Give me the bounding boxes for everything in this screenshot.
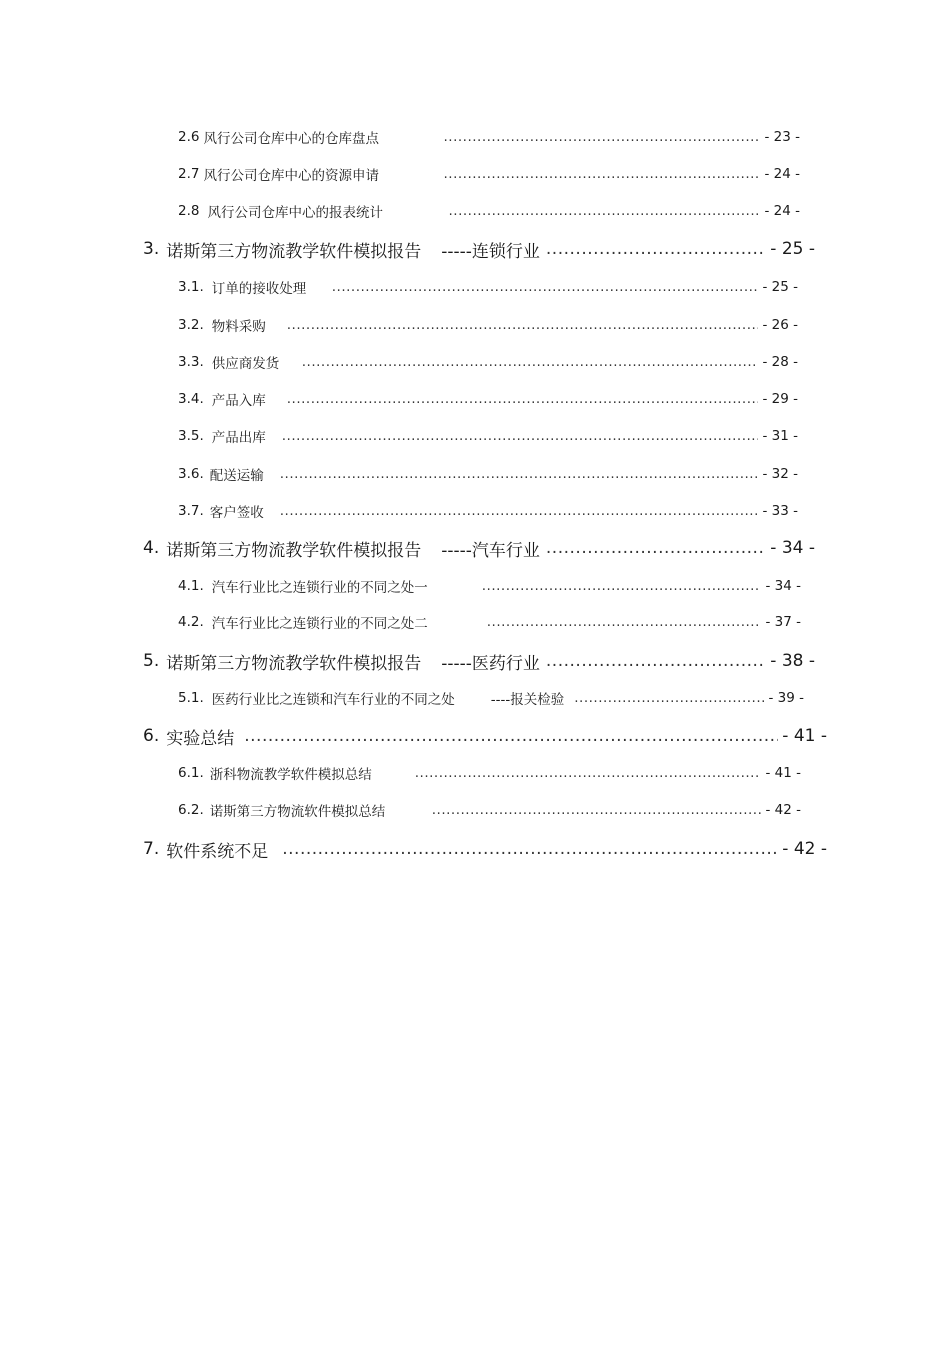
toc-entry-page: - 37 - [765,614,801,630]
toc-entry-page: - 23 - [764,129,800,145]
toc-chapter-number: 4. [143,538,160,558]
toc-chapter-suffix: -----连锁行业 [441,241,540,262]
toc-entry-title: 产品出库 [211,430,266,446]
toc-entry-page: - 39 - [768,690,804,706]
toc-entry-page: - 25 - [762,279,798,295]
toc-chapter[interactable] [143,724,827,748]
toc-dot-leader [546,651,766,671]
toc-entry-number: 2.7 [178,166,200,182]
toc-chapter-number: 6. [143,726,160,746]
toc-entry-suffix: ----报关检验 [490,692,565,708]
toc-entry-page: - 41 - [765,765,801,781]
toc-dot-leader [443,129,760,145]
toc-entry[interactable] [178,612,801,632]
toc-dot-leader [482,578,762,594]
toc-chapter-number: 3. [143,239,160,259]
toc-entry[interactable] [178,426,798,446]
toc-chapter[interactable] [143,237,815,261]
toc-entry[interactable] [178,576,801,596]
toc-dot-leader [443,166,760,182]
toc-entry-title: 医药行业比之连锁和汽车行业的不同之处 [211,692,455,708]
toc-entry-title: 配送运输 [209,468,264,484]
toc-entry-title: 订单的接收处理 [211,281,307,297]
toc-chapter-title: 诺斯第三方物流教学软件模拟报告 [166,241,422,262]
toc-chapter-title: 实验总结 [166,728,235,749]
toc-entry-title: 汽车行业比之连锁行业的不同之处二 [211,616,428,632]
toc-dot-leader [574,690,764,706]
toc-entry[interactable] [178,389,798,409]
toc-dot-leader [546,239,766,259]
toc-chapter-suffix: -----医药行业 [441,653,540,674]
toc-entry[interactable] [178,127,800,147]
toc-entry-page: - 29 - [762,391,798,407]
toc-entry[interactable] [178,464,798,484]
toc-entry-number: 3.4. [178,391,204,407]
toc-dot-leader [448,203,760,219]
toc-dot-leader [432,802,762,818]
toc-entry[interactable] [178,277,798,297]
toc-entry[interactable] [178,800,801,820]
toc-chapter-suffix: -----汽车行业 [441,540,540,561]
toc-entry-page: - 31 - [762,428,798,444]
toc-chapter-page: - 25 - [770,239,815,259]
toc-chapter-page: - 42 - [782,839,827,859]
toc-dot-leader [487,614,762,630]
toc-entry-number: 4.1. [178,578,204,594]
toc-entry-title: 客户签收 [209,505,264,521]
toc-entry-number: 3.1. [178,279,204,295]
toc-entry[interactable] [178,501,798,521]
toc-entry-title: 供应商发货 [211,356,280,372]
toc-chapter-title: 软件系统不足 [166,841,269,862]
toc-chapter[interactable] [143,536,815,560]
toc-entry-number: 3.3. [178,354,204,370]
toc-entry-title: 产品入库 [211,393,266,409]
toc-entry-title: 风行公司仓库中心的仓库盘点 [203,131,379,147]
toc-dot-leader [415,765,762,781]
toc-chapter-number: 5. [143,651,160,671]
toc-dot-leader [302,354,759,370]
toc-chapter[interactable] [143,649,815,673]
toc-chapter-page: - 41 - [782,726,827,746]
toc-entry-page: - 34 - [765,578,801,594]
toc-dot-leader [280,503,759,519]
toc-dot-leader [287,391,759,407]
toc-dot-leader [280,466,759,482]
toc-chapter-title: 诺斯第三方物流教学软件模拟报告 [166,653,422,674]
toc-entry-page: - 33 - [762,503,798,519]
toc-dot-leader [546,538,766,558]
toc-chapter[interactable] [143,837,827,861]
toc-entry-number: 2.8 [178,203,200,219]
toc-entry-number: 6.2. [178,802,204,818]
toc-entry-number: 3.6. [178,466,204,482]
toc-entry-number: 4.2. [178,614,204,630]
toc-entry-title: 诺斯第三方物流软件模拟总结 [209,804,386,820]
toc-entry-title: 风行公司仓库中心的资源申请 [203,168,379,184]
toc-entry-number: 5.1. [178,690,204,706]
toc-entry-number: 2.6 [178,129,200,145]
toc-entry[interactable] [178,763,801,783]
toc-dot-leader [332,279,759,295]
toc-entry[interactable] [178,315,798,335]
toc-entry-page: - 32 - [762,466,798,482]
toc-dot-leader [244,726,778,746]
toc-dot-leader [282,839,778,859]
toc-entry[interactable] [178,201,800,221]
toc-entry-page: - 24 - [764,166,800,182]
toc-entry-page: - 26 - [762,317,798,333]
toc-entry-number: 3.5. [178,428,204,444]
toc-entry-number: 3.2. [178,317,204,333]
toc-entry-page: - 42 - [765,802,801,818]
toc-entry-page: - 24 - [764,203,800,219]
toc-entry-title: 汽车行业比之连锁行业的不同之处一 [211,580,428,596]
toc-entry[interactable] [178,164,800,184]
toc-entry[interactable] [178,352,798,372]
toc-chapter-page: - 34 - [770,538,815,558]
toc-dot-leader [282,428,759,444]
toc-entry-title: 风行公司仓库中心的报表统计 [207,205,383,221]
toc-entry-title: 浙科物流教学软件模拟总结 [209,767,372,783]
toc-entry-title: 物料采购 [211,319,266,335]
toc-chapter-page: - 38 - [770,651,815,671]
toc-dot-leader [287,317,759,333]
toc-chapter-title: 诺斯第三方物流教学软件模拟报告 [166,540,422,561]
toc-entry-number: 3.7. [178,503,204,519]
toc-entry-page: - 28 - [762,354,798,370]
toc-chapter-number: 7. [143,839,160,859]
toc-entry[interactable] [178,688,804,708]
toc-entry-number: 6.1. [178,765,204,781]
